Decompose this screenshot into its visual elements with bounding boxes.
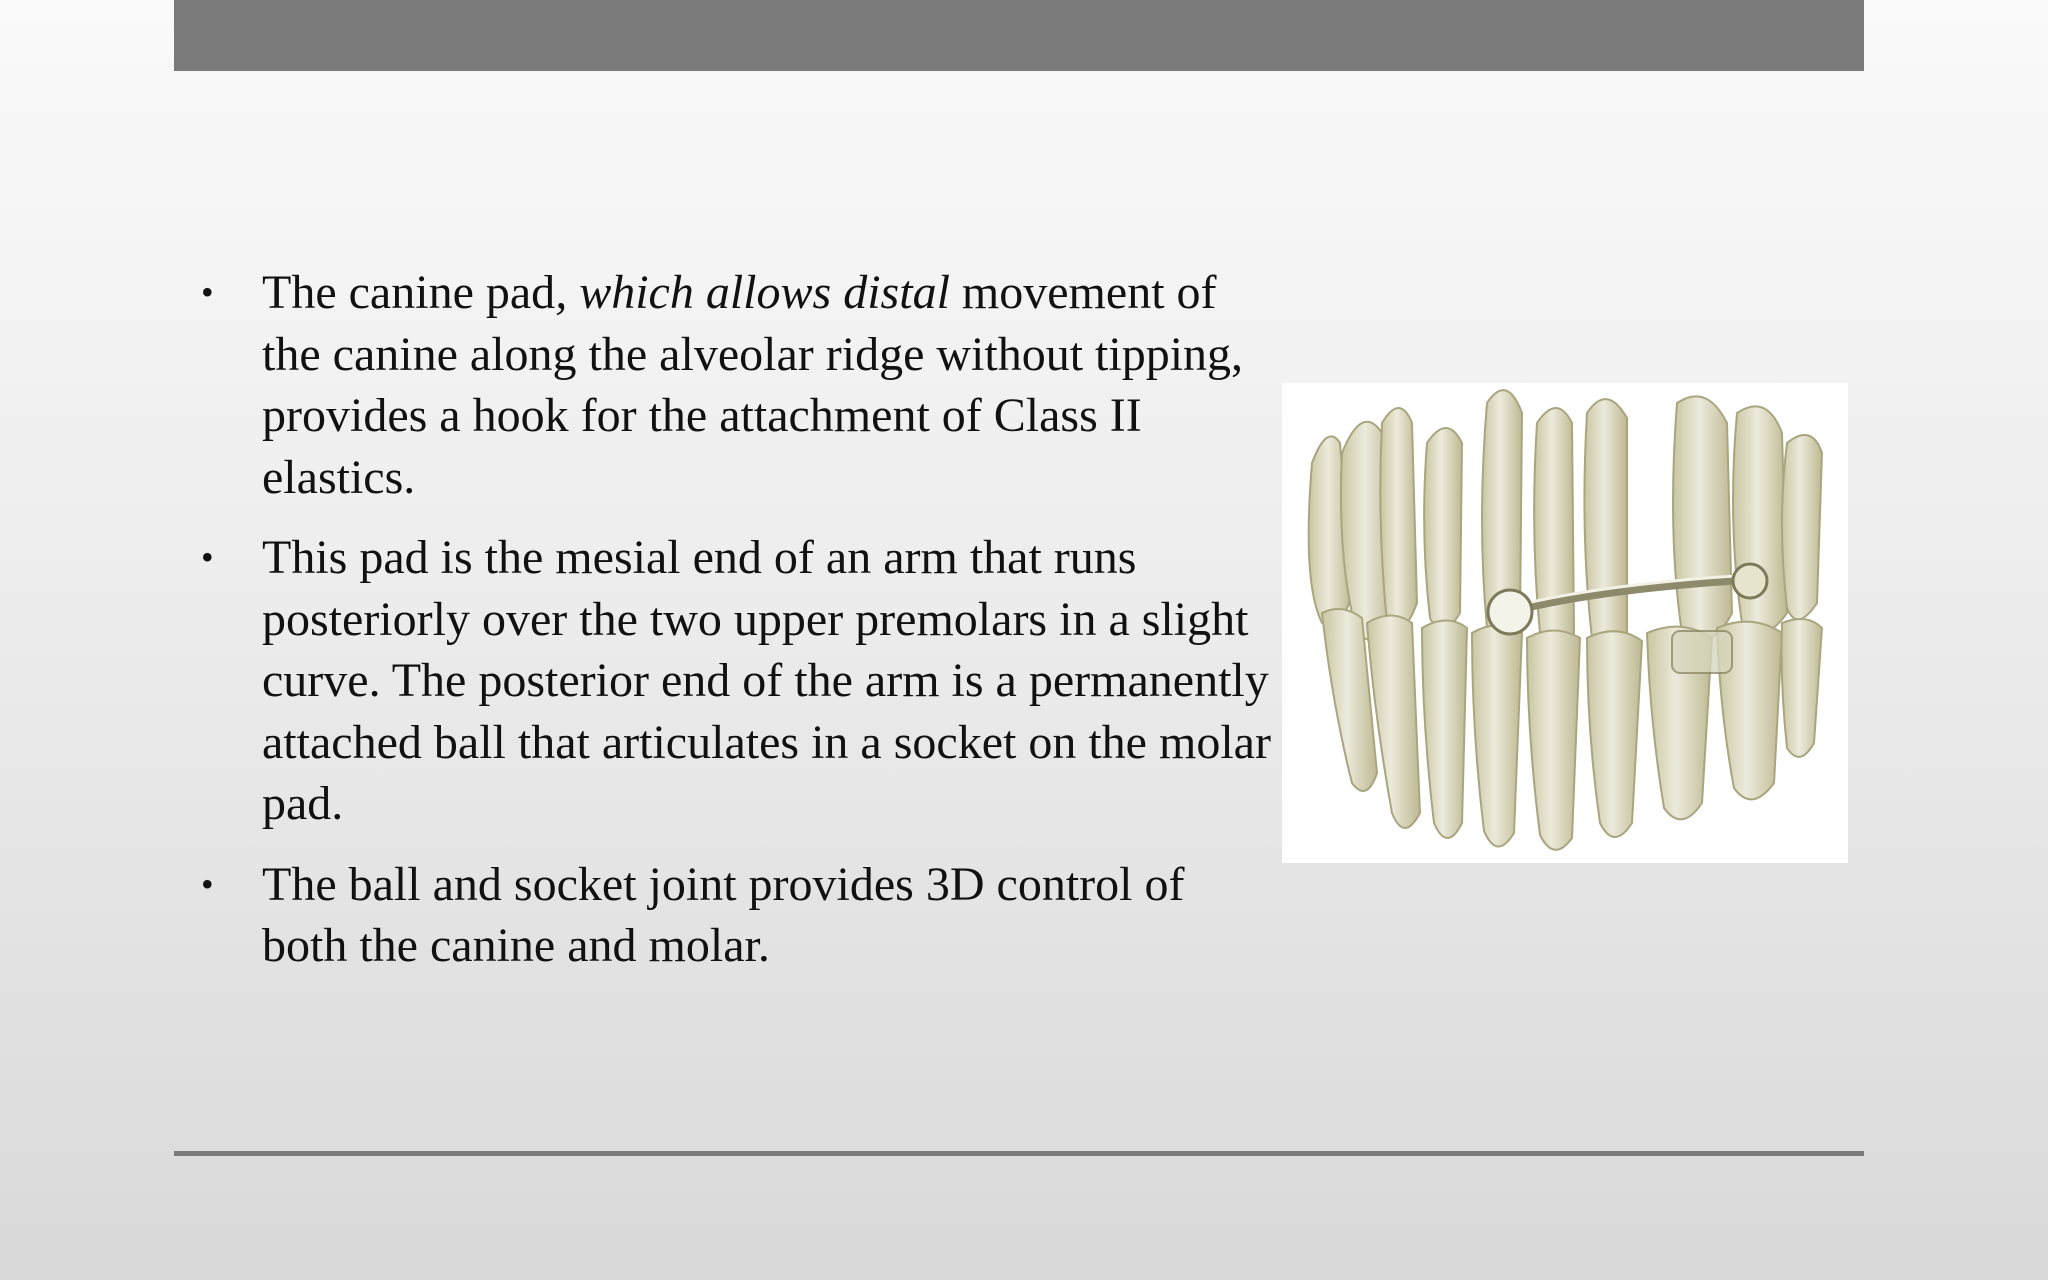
- lower-teeth: [1322, 609, 1822, 850]
- bullet-marker: •: [201, 272, 214, 312]
- bullet-marker: •: [201, 537, 214, 577]
- teeth-drawing: [1282, 383, 1848, 863]
- header-bar: [174, 0, 1864, 71]
- upper-teeth: [1309, 390, 1822, 654]
- bullet-marker: •: [201, 863, 214, 904]
- ball-joint: [1488, 590, 1532, 634]
- dental-appliance-illustration: [1282, 383, 1848, 863]
- bullet-1-text-a: The canine pad: [262, 266, 556, 319]
- molar-pad: [1672, 631, 1732, 673]
- bullet-2-text: This pad is the mesial end of an arm that runs posteriorly over the two upper premolars in a slight curve. The posterior end of the arm is a permanently attached ball that articulates in a socket on the molar pad.: [262, 531, 1271, 830]
- bullet-item-1: [195, 262, 1275, 508]
- bullet-item-2: [195, 527, 1275, 835]
- socket-pad: [1733, 564, 1767, 598]
- bullet-3-text: The ball and socket joint provides 3D control of both the canine and molar.: [262, 857, 1185, 972]
- bullet-list: [195, 262, 1275, 977]
- slide-body: [195, 262, 1275, 996]
- bullet-item-3: [195, 854, 1275, 977]
- bullet-1-text-b: movement of the canine along the alveolar ridge without tipping, provides a hook for the attachment of Class II elastics.: [262, 266, 1244, 504]
- footer-rule: [174, 1151, 1864, 1156]
- bullet-1-text-italic: , which allows distal: [555, 266, 950, 319]
